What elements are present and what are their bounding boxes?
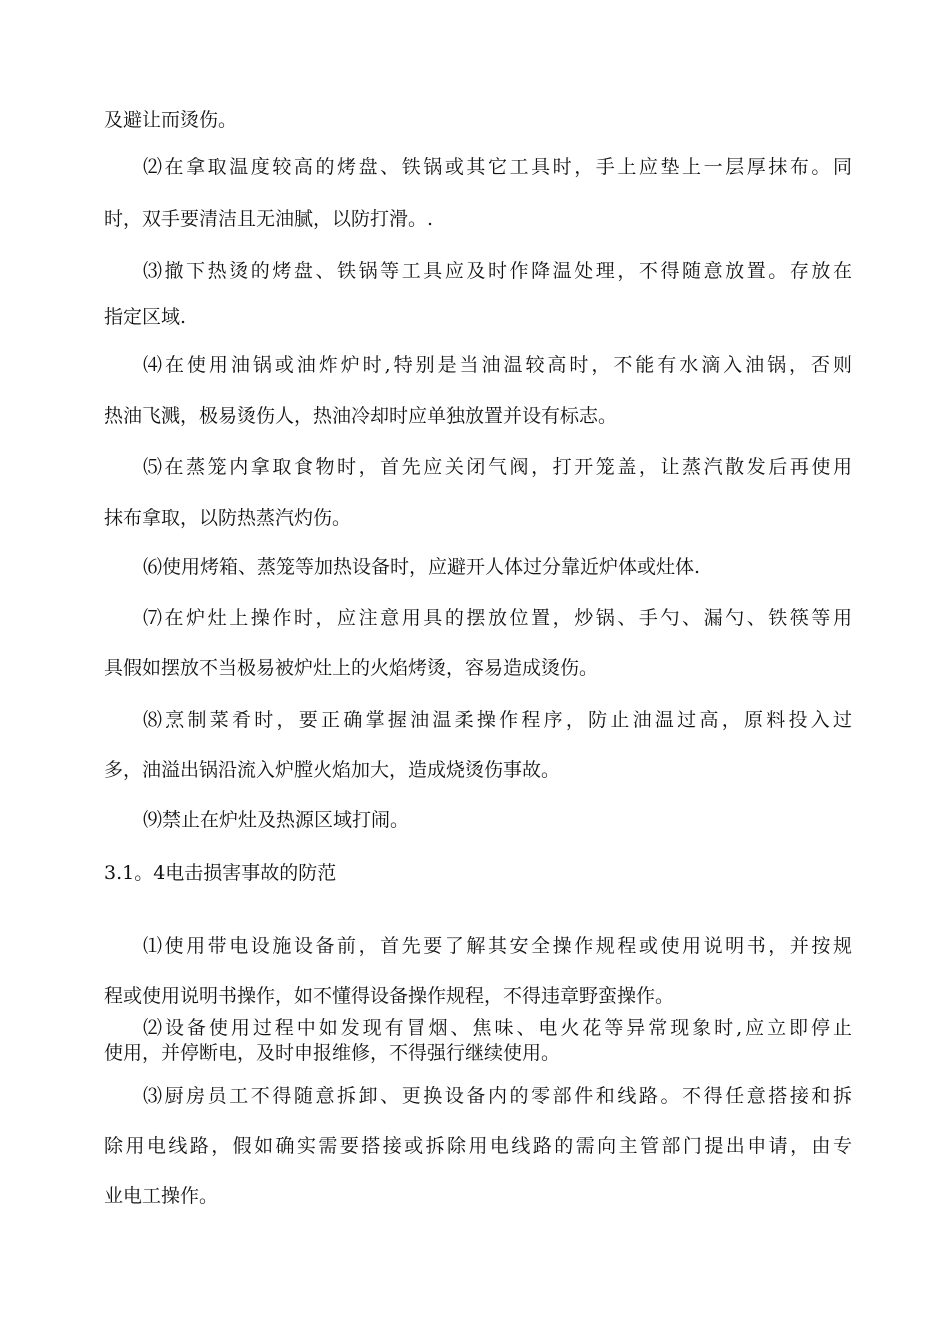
paragraph-line: 时，双手要清洁且无油腻，以防打滑。. xyxy=(104,208,434,230)
paragraph-line: ⑵设备使用过程中如发现有冒烟、焦味、电火花等异常现象时,应立即停止 xyxy=(143,1017,852,1039)
paragraph-line: ⑸在蒸笼内拿取食物时，首先应关闭气阀，打开笼盖，让蒸汽散发后再使用 xyxy=(143,456,852,478)
section-heading: 3.1。4电击损害事故的防范 xyxy=(104,862,337,884)
paragraph-line: 指定区域. xyxy=(104,306,187,328)
paragraph-line: ⑹使用烤箱、蒸笼等加热设备时，应避开人体过分靠近炉体或灶体. xyxy=(143,556,701,578)
paragraph-line: ⑼禁止在炉灶及热源区域打闹。 xyxy=(143,809,410,831)
paragraph-line: ⑷在使用油锅或油炸炉时,特别是当油温较高时，不能有水滴入油锅，否则 xyxy=(143,354,852,376)
paragraph-line: ⑶厨房员工不得随意拆卸、更换设备内的零部件和线路。不得任意搭接和拆 xyxy=(143,1085,852,1107)
paragraph-line: 程或使用说明书操作，如不懂得设备操作规程，不得违章野蛮操作。 xyxy=(104,985,675,1007)
paragraph-line: 热油飞溅，极易烫伤人，热油冷却时应单独放置并设有标志。 xyxy=(104,405,618,427)
paragraph-line: 及避让而烫伤。 xyxy=(104,109,238,131)
paragraph-line: 具假如摆放不当极易被炉灶上的火焰烤烫，容易造成烫伤。 xyxy=(104,657,599,679)
paragraph-line: 使用，并停断电，及时申报维修，不得强行继续使用。 xyxy=(104,1042,561,1064)
paragraph-line: ⑶撤下热烫的烤盘、铁锅等工具应及时作降温处理，不得随意放置。存放在 xyxy=(143,260,852,282)
paragraph-line: 除用电线路，假如确实需要搭接或拆除用电线路的需向主管部门提出申请，由专 xyxy=(104,1135,852,1157)
paragraph-line: 多，油溢出锅沿流入炉膛火焰加大，造成烧烫伤事故。 xyxy=(104,759,561,781)
paragraph-line: ⑴使用带电设施设备前，首先要了解其安全操作规程或使用说明书，并按规 xyxy=(143,935,852,957)
paragraph-line: ⑺在炉灶上操作时，应注意用具的摆放位置，炒锅、手勺、漏勺、铁筷等用 xyxy=(143,607,852,629)
paragraph-line: 抹布拿取，以防热蒸汽灼伤。 xyxy=(104,507,352,529)
paragraph-line: 业电工操作。 xyxy=(104,1185,219,1207)
paragraph-line: ⑵在拿取温度较高的烤盘、铁锅或其它工具时，手上应垫上一层厚抹布。同 xyxy=(143,156,852,178)
paragraph-line: ⑻烹制菜肴时，要正确掌握油温柔操作程序，防止油温过高，原料投入过 xyxy=(143,709,852,731)
